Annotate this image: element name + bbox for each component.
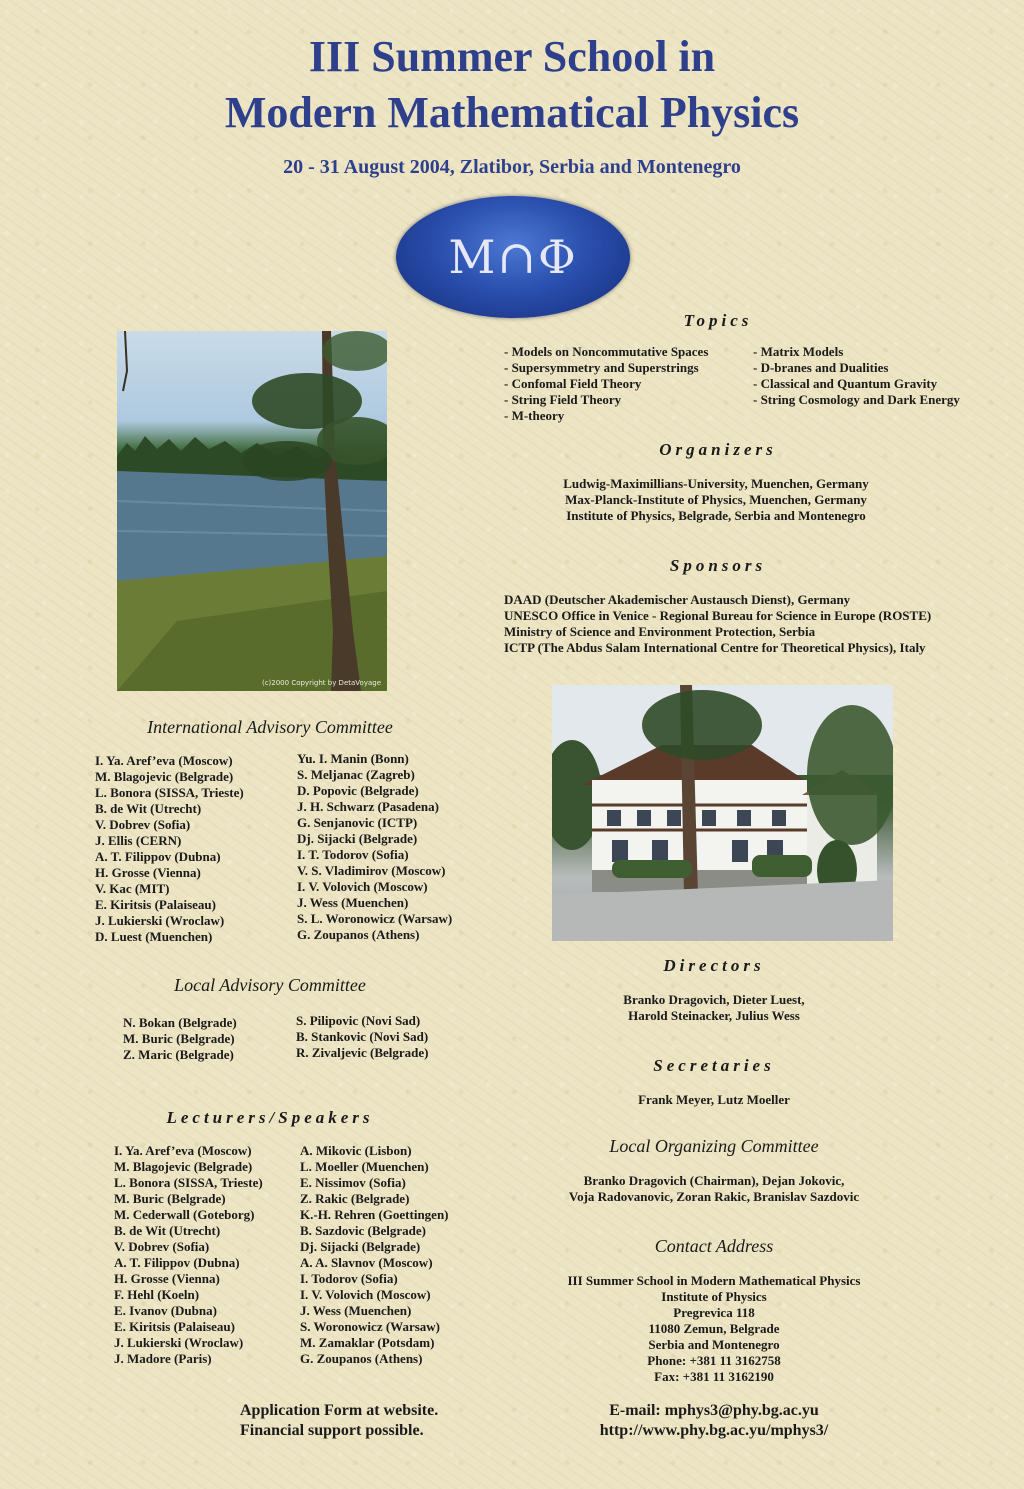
list-item: M. Buric (Belgrade) [123,1031,235,1046]
list-item: - Classical and Quantum Gravity [753,376,938,391]
list-item: J. H. Schwarz (Pasadena) [297,799,439,814]
application-note [240,1401,438,1441]
list-item: D. Luest (Muenchen) [95,929,213,944]
list-item: B. de Wit (Utrecht) [95,801,202,816]
list-item: V. S. Vladimirov (Moscow) [297,863,446,878]
list-item: Institute of Physics [661,1289,767,1304]
list-item: S. Meljanac (Zagreb) [297,767,415,782]
list-item: V. Dobrev (Sofia) [114,1239,210,1254]
organizers-list [486,476,946,524]
lac-heading: Local Advisory Committee [174,975,366,995]
list-item: M. Blagojevic (Belgrade) [114,1159,253,1174]
list-item: G. Zoupanos (Athens) [297,927,420,942]
list-item: I. Ya. Aref’eva (Moscow) [114,1143,252,1158]
secretaries-list [514,1092,914,1108]
list-item: Institute of Physics, Belgrade, Serbia and Montenegro [566,508,866,523]
list-item: - String Cosmology and Dark Energy [753,392,960,407]
list-item: J. Lukierski (Wroclaw) [114,1335,244,1350]
list-item: E. Nissimov (Sofia) [300,1175,406,1190]
list-item: - D-branes and Dualities [753,360,889,375]
list-item: - String Field Theory [504,392,622,407]
list-item: Pregrevica 118 [673,1305,755,1320]
directors-heading: Directors [663,956,765,975]
poster-title-line1: III Summer School in [308,32,716,81]
lecturers-heading: Lecturers/Speakers [166,1108,374,1127]
list-item: L. Moeller (Muenchen) [300,1159,429,1174]
list-item: Phone: +381 11 3162758 [647,1353,781,1368]
application-form-text: Application Form at website. [240,1402,439,1419]
topics-left-list [504,344,708,424]
list-item: UNESCO Office in Venice - Regional Bureau for Science in Europe (ROSTE) [504,608,932,623]
list-item: Z. Maric (Belgrade) [123,1047,234,1062]
list-item: ICTP (The Abdus Salam International Centre for Theoretical Physics), Italy [504,640,926,655]
list-item: J. Wess (Muenchen) [297,895,409,910]
list-item: S. Pilipovic (Novi Sad) [296,1013,421,1028]
secretaries-heading: Secretaries [653,1056,775,1075]
poster-date: 20 - 31 August 2004, Zlatibor, Serbia and Montenegro [283,156,741,178]
list-item: Frank Meyer, Lutz Moeller [638,1092,790,1107]
list-item: Z. Rakic (Belgrade) [300,1191,410,1206]
list-item: N. Bokan (Belgrade) [123,1015,237,1030]
list-item: A. Mikovic (Lisbon) [300,1143,412,1158]
lecturers-right-list [300,1143,449,1367]
email-link[interactable]: E-mail: mphys3@phy.bg.ac.yu [609,1402,819,1419]
list-item: - Models on Noncommutative Spaces [504,344,709,359]
list-item: M. Blagojevic (Belgrade) [95,769,234,784]
mphi-logo [396,196,630,318]
financial-support-text: Financial support possible. [240,1422,424,1439]
list-item: Voja Radovanovic, Zoran Rakic, Branislav Sazdovic [568,1189,860,1204]
list-item: F. Hehl (Koeln) [114,1287,200,1302]
list-item: H. Grosse (Vienna) [95,865,201,880]
iac-left-list [95,753,244,945]
lac-left-list [123,1015,237,1063]
list-item: E. Kiritsis (Palaiseau) [95,897,216,912]
lecturers-left-list [114,1143,263,1367]
list-item: G. Zoupanos (Athens) [300,1351,423,1366]
list-item: - Confomal Field Theory [504,376,642,391]
list-item: DAAD (Deutscher Akademischer Austausch Dienst), Germany [504,592,851,607]
list-item: - M-theory [504,408,565,423]
list-item: Ministry of Science and Environment Protection, Serbia [504,624,816,639]
list-item: Harold Steinacker, Julius Wess [628,1008,800,1023]
list-item: A. A. Slavnov (Moscow) [300,1255,433,1270]
list-item: - Supersymmetry and Superstrings [504,360,699,375]
list-item: H. Grosse (Vienna) [114,1271,220,1286]
organizers-heading: Organizers [659,440,777,459]
list-item: Max-Planck-Institute of Physics, Muenchen, Germany [565,492,867,507]
photo-copyright: (c)2000 Copyright by DetaVoyage [261,679,381,687]
lac-right-list [296,1013,429,1061]
list-item: L. Bonora (SISSA, Trieste) [114,1175,263,1190]
list-item: E. Ivanov (Dubna) [114,1303,217,1318]
list-item: I. T. Todorov (Sofia) [297,847,409,862]
list-item: R. Zivaljevic (Belgrade) [296,1045,429,1060]
list-item: V. Dobrev (Sofia) [95,817,191,832]
list-item: K.-H. Rehren (Goettingen) [300,1207,449,1222]
list-item: S. L. Woronowicz (Warsaw) [297,911,453,926]
list-item: I. V. Volovich (Moscow) [297,879,428,894]
website-link[interactable]: http://www.phy.bg.ac.yu/mphys3/ [599,1422,829,1439]
loc-heading: Local Organizing Committee [609,1136,819,1156]
list-item: B. Sazdovic (Belgrade) [300,1223,427,1238]
list-item: M. Cederwall (Goteborg) [114,1207,255,1222]
list-item: Branko Dragovich (Chairman), Dejan Jokovic, [583,1173,845,1188]
list-item: Dj. Sijacki (Belgrade) [300,1239,421,1254]
sponsors-list [504,592,931,656]
list-item: Yu. I. Manin (Bonn) [297,751,409,766]
list-item: G. Senjanovic (ICTP) [297,815,418,830]
list-item: Branko Dragovich, Dieter Luest, [623,992,805,1007]
list-item: A. T. Filippov (Dubna) [95,849,221,864]
list-item: J. Lukierski (Wroclaw) [95,913,225,928]
list-item: Ludwig-Maximillians-University, Muenchen, Germany [563,476,869,491]
contact-address [494,1273,934,1385]
list-item: A. T. Filippov (Dubna) [114,1255,240,1270]
list-item: III Summer School in Modern Mathematical Physics [567,1273,861,1288]
list-item: I. Ya. Aref’eva (Moscow) [95,753,233,768]
list-item: D. Popovic (Belgrade) [297,783,419,798]
list-item: I. Todorov (Sofia) [300,1271,398,1286]
list-item: B. Stankovic (Novi Sad) [296,1029,429,1044]
list-item: M. Buric (Belgrade) [114,1191,226,1206]
list-item: - Matrix Models [753,344,844,359]
list-item: E. Kiritsis (Palaiseau) [114,1319,235,1334]
institute-building-photo [552,685,893,941]
iac-right-list [297,751,452,943]
loc-list [494,1173,934,1205]
topics-heading: Topics [683,311,753,330]
sponsors-heading: Sponsors [669,556,767,575]
list-item: J. Wess (Muenchen) [300,1303,412,1318]
list-item: B. de Wit (Utrecht) [114,1223,221,1238]
poster-title-line2: Modern Mathematical Physics [224,88,800,137]
contact-footer [514,1401,914,1441]
topics-right-list [753,344,960,408]
list-item: Serbia and Montenegro [648,1337,780,1352]
list-item: Fax: +381 11 3162190 [654,1369,774,1384]
lake-photo [117,331,387,691]
list-item: J. Madore (Paris) [114,1351,212,1366]
logo-text: M∩Φ [448,230,578,284]
list-item: V. Kac (MIT) [95,881,170,896]
list-item: L. Bonora (SISSA, Trieste) [95,785,244,800]
contact-heading: Contact Address [654,1236,774,1256]
list-item: I. V. Volovich (Moscow) [300,1287,431,1302]
list-item: 11080 Zemun, Belgrade [648,1321,780,1336]
directors-list [514,992,914,1024]
list-item: J. Ellis (CERN) [95,833,182,848]
iac-heading: International Advisory Committee [147,717,393,737]
list-item: S. Woronowicz (Warsaw) [300,1319,440,1334]
list-item: M. Zamaklar (Potsdam) [300,1335,435,1350]
list-item: Dj. Sijacki (Belgrade) [297,831,418,846]
